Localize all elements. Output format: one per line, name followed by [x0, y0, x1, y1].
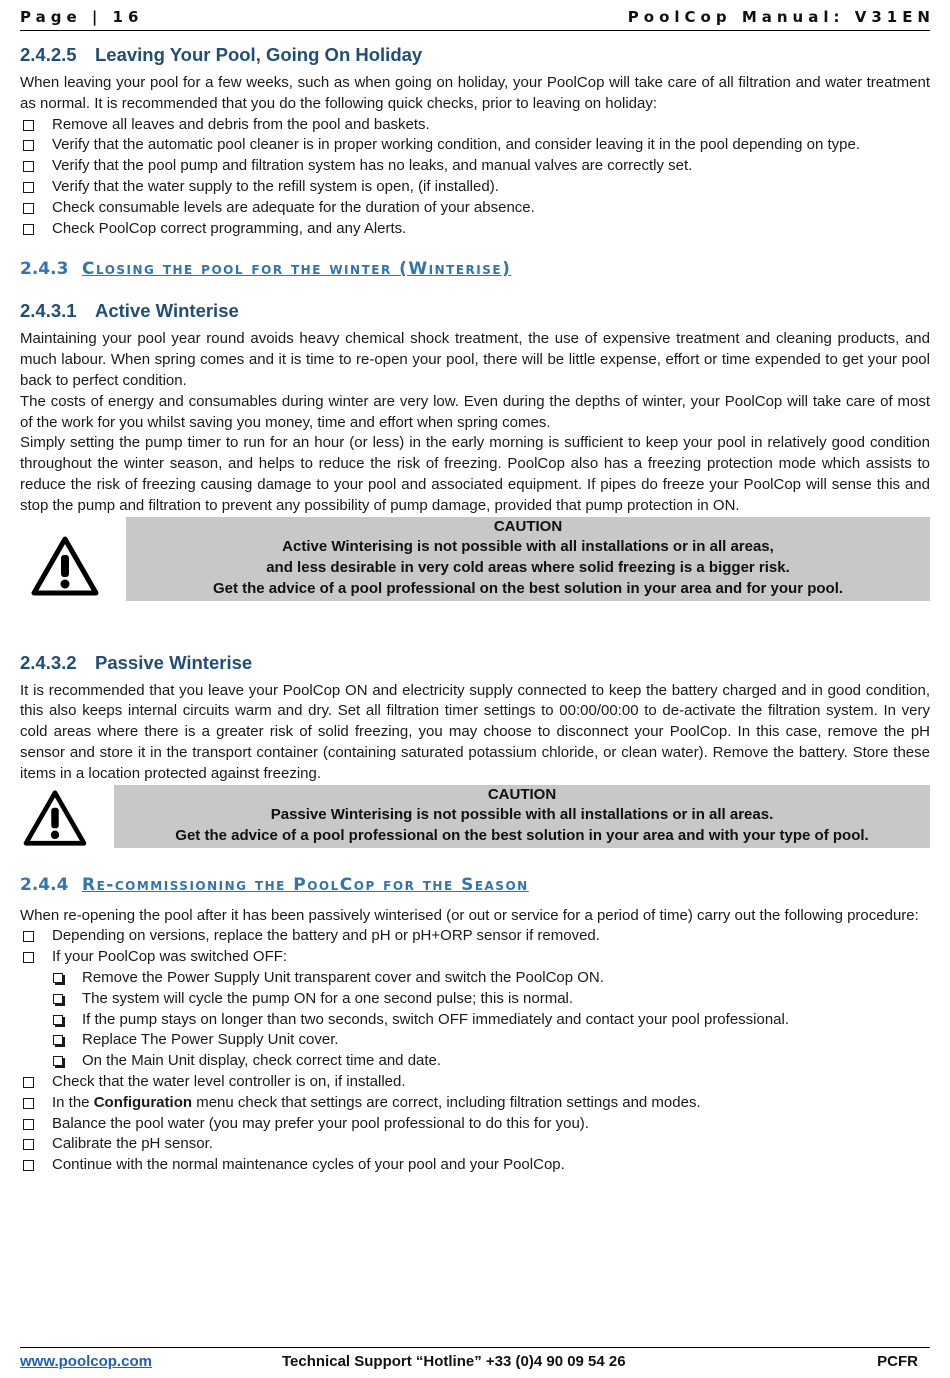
checkbox-icon: [23, 1098, 34, 1109]
checkbox-icon: [53, 994, 63, 1004]
checkbox-icon: [53, 1035, 63, 1045]
list-item: Remove all leaves and debris from the pool and baskets.: [20, 115, 930, 136]
checkbox-icon: [53, 1015, 63, 1025]
caution-passive: [20, 785, 930, 848]
section-heading-winterise: 2.4.3 Closing the pool for the winter (Winterise): [20, 259, 512, 280]
list-item: Remove the Power Supply Unit transparent cover and switch the PoolCop ON.: [20, 968, 930, 989]
active-paragraph-2: The costs of energy and consumables during winter are very low. Even during the depths of winter, your PoolCop will take care of most of the work for you whilst saving you money, time and effort when spring comes.: [20, 392, 930, 431]
recommissioning-intro: When re-opening the pool after it has been passively winterised (or out or service for a period of time) carry out the following procedure:: [20, 906, 919, 924]
list-item: Continue with the normal maintenance cycles of your pool and your PoolCop.: [20, 1155, 930, 1176]
checkbox-icon: [23, 952, 34, 963]
checkbox-icon: [23, 1119, 34, 1130]
list-item: Replace The Power Supply Unit cover.: [20, 1030, 930, 1051]
list-item: If the pump stays on longer than two seconds, switch OFF immediately and contact your pool professional.: [20, 1010, 930, 1031]
list-item: The system will cycle the pump ON for a one second pulse; this is normal.: [20, 989, 930, 1010]
section-heading-active-winterise: 2.4.3.1 Active Winterise: [20, 300, 239, 322]
passive-paragraph: It is recommended that you leave your PoolCop ON and electricity supply connected to keep the battery charged and in good condition, this also keeps internal circuits warm and dry. Set all filtration timer settings to 00:00/00:00 to de-activate the filtration system. In very cold areas where there is a greater risk of solid freezing, you may choose to disconnect your PoolCop. In this case, remove the pH sensor and store it in the transport container (containing saturated potassium chloride, or clean water). Remove the battery. Store these items in a location protected against freezing.: [20, 681, 930, 782]
list-item: Verify that the pool pump and filtration system has no leaks, and manual valves are correctly set.: [20, 156, 930, 177]
holiday-intro: When leaving your pool for a few weeks, such as when going on holiday, your PoolCop will take care of all filtration and water treatment as normal. It is recommended that you do the following quick checks, prior to leaving on holiday:: [20, 74, 930, 112]
website-link[interactable]: www.poolcop.com: [20, 1353, 152, 1370]
list-item: Check that the water level controller is on, if installed.: [20, 1072, 930, 1093]
checkbox-icon: [23, 182, 34, 193]
checkbox-icon: [23, 1077, 34, 1088]
page-number: Page | 16: [20, 8, 144, 26]
active-paragraph-3: Simply setting the pump timer to run for an hour (or less) in the early morning is sufficient to keep your pool in relatively good condition throughout the winter season, and helps to reduce the risk of freezing. PoolCop also has a freezing protection mode which assists to reduce the risk of freezing causing damage to your pool and associated equipment. If pipes do freeze your PoolCop will sense this and stop the pump and filtration to prevent any possibility of pump damage, provided that pump protection in ON.: [20, 434, 930, 514]
checkbox-icon: [23, 1160, 34, 1171]
checkbox-icon: [23, 1139, 34, 1150]
caution-box: CAUTION Active Winterising is not possible with all installations or in all areas, and less desirable in very cold areas where solid freezing is a bigger risk. Get the advice of a pool professional on the best solution in your area and for your pool.: [126, 517, 930, 601]
section-heading-passive-winterise: 2.4.3.2 Passive Winterise: [20, 651, 253, 673]
checkbox-icon: [23, 120, 34, 131]
caution-active: [20, 517, 930, 601]
list-item: Depending on versions, replace the battery and pH or pH+ORP sensor if removed.: [20, 926, 930, 947]
list-item: Balance the pool water (you may prefer your pool professional to do this for you).: [20, 1114, 930, 1135]
checkbox-icon: [23, 931, 34, 942]
caution-box: CAUTION Passive Winterising is not possible with all installations or in all areas. Get the advice of a pool professional on the best solution in your area and with your type of pool.: [114, 785, 930, 848]
holiday-checklist: [20, 115, 930, 240]
checkbox-icon: [23, 140, 34, 151]
list-item: Check consumable levels are adequate for the duration of your absence.: [20, 198, 930, 219]
list-item: Verify that the water supply to the refill system is open, (if installed).: [20, 177, 930, 198]
checkbox-icon: [23, 224, 34, 235]
list-item: Calibrate the pH sensor.: [20, 1134, 930, 1155]
active-paragraph-1: Maintaining your pool year round avoids heavy chemical shock treatment, the use of expensive treatment and cleaning products, and much labour. When spring comes and it is time to re-open your pool, there will be little expense, effort or time expended to get your pool back to perfect condition.: [20, 330, 930, 389]
warning-icon: [30, 535, 100, 597]
list-item: In the Configuration menu check that settings are correct, including filtration settings and modes.: [20, 1093, 930, 1114]
list-item: If your PoolCop was switched OFF: Remove the Power Supply Unit transparent cover and switch the PoolCop ON. The system will cycle the pump ON for a one second pulse; this is normal. If the pump stays on longer than two seconds, switch OFF immediately and contact your pool professional. Replace The Power Supply Unit cover. On the Main Unit display, check correct time and date.: [20, 947, 930, 1072]
page-header: [20, 8, 935, 31]
checkbox-icon: [53, 973, 63, 983]
section-heading-recommissioning: 2.4.4 Re-commissioning the PoolCop for the Season: [20, 874, 529, 895]
checkbox-icon: [53, 1056, 63, 1066]
checkbox-icon: [23, 161, 34, 172]
section-heading-holiday: 2.4.2.5 Leaving Your Pool, Going On Holiday: [20, 44, 423, 65]
page-content: [20, 40, 930, 1176]
configuration-menu-name: Configuration: [93, 1093, 193, 1111]
list-item: Verify that the automatic pool cleaner is in proper working condition, and consider leaving it in the pool depending on type.: [20, 135, 930, 156]
page-footer: [20, 1347, 930, 1374]
checkbox-icon: [23, 203, 34, 214]
list-item: Check PoolCop correct programming, and any Alerts.: [20, 219, 930, 240]
switched-off-steps: [20, 968, 930, 1072]
recommissioning-checklist: [20, 926, 930, 1176]
list-item: On the Main Unit display, check correct time and date.: [20, 1051, 930, 1072]
warning-icon: [22, 789, 88, 847]
support-hotline: Technical Support “Hotline” +33 (0)4 90 09 54 26: [282, 1353, 626, 1370]
document-code: PCFR: [877, 1353, 918, 1370]
manual-title: PoolCop Manual: V31EN: [627, 8, 935, 26]
